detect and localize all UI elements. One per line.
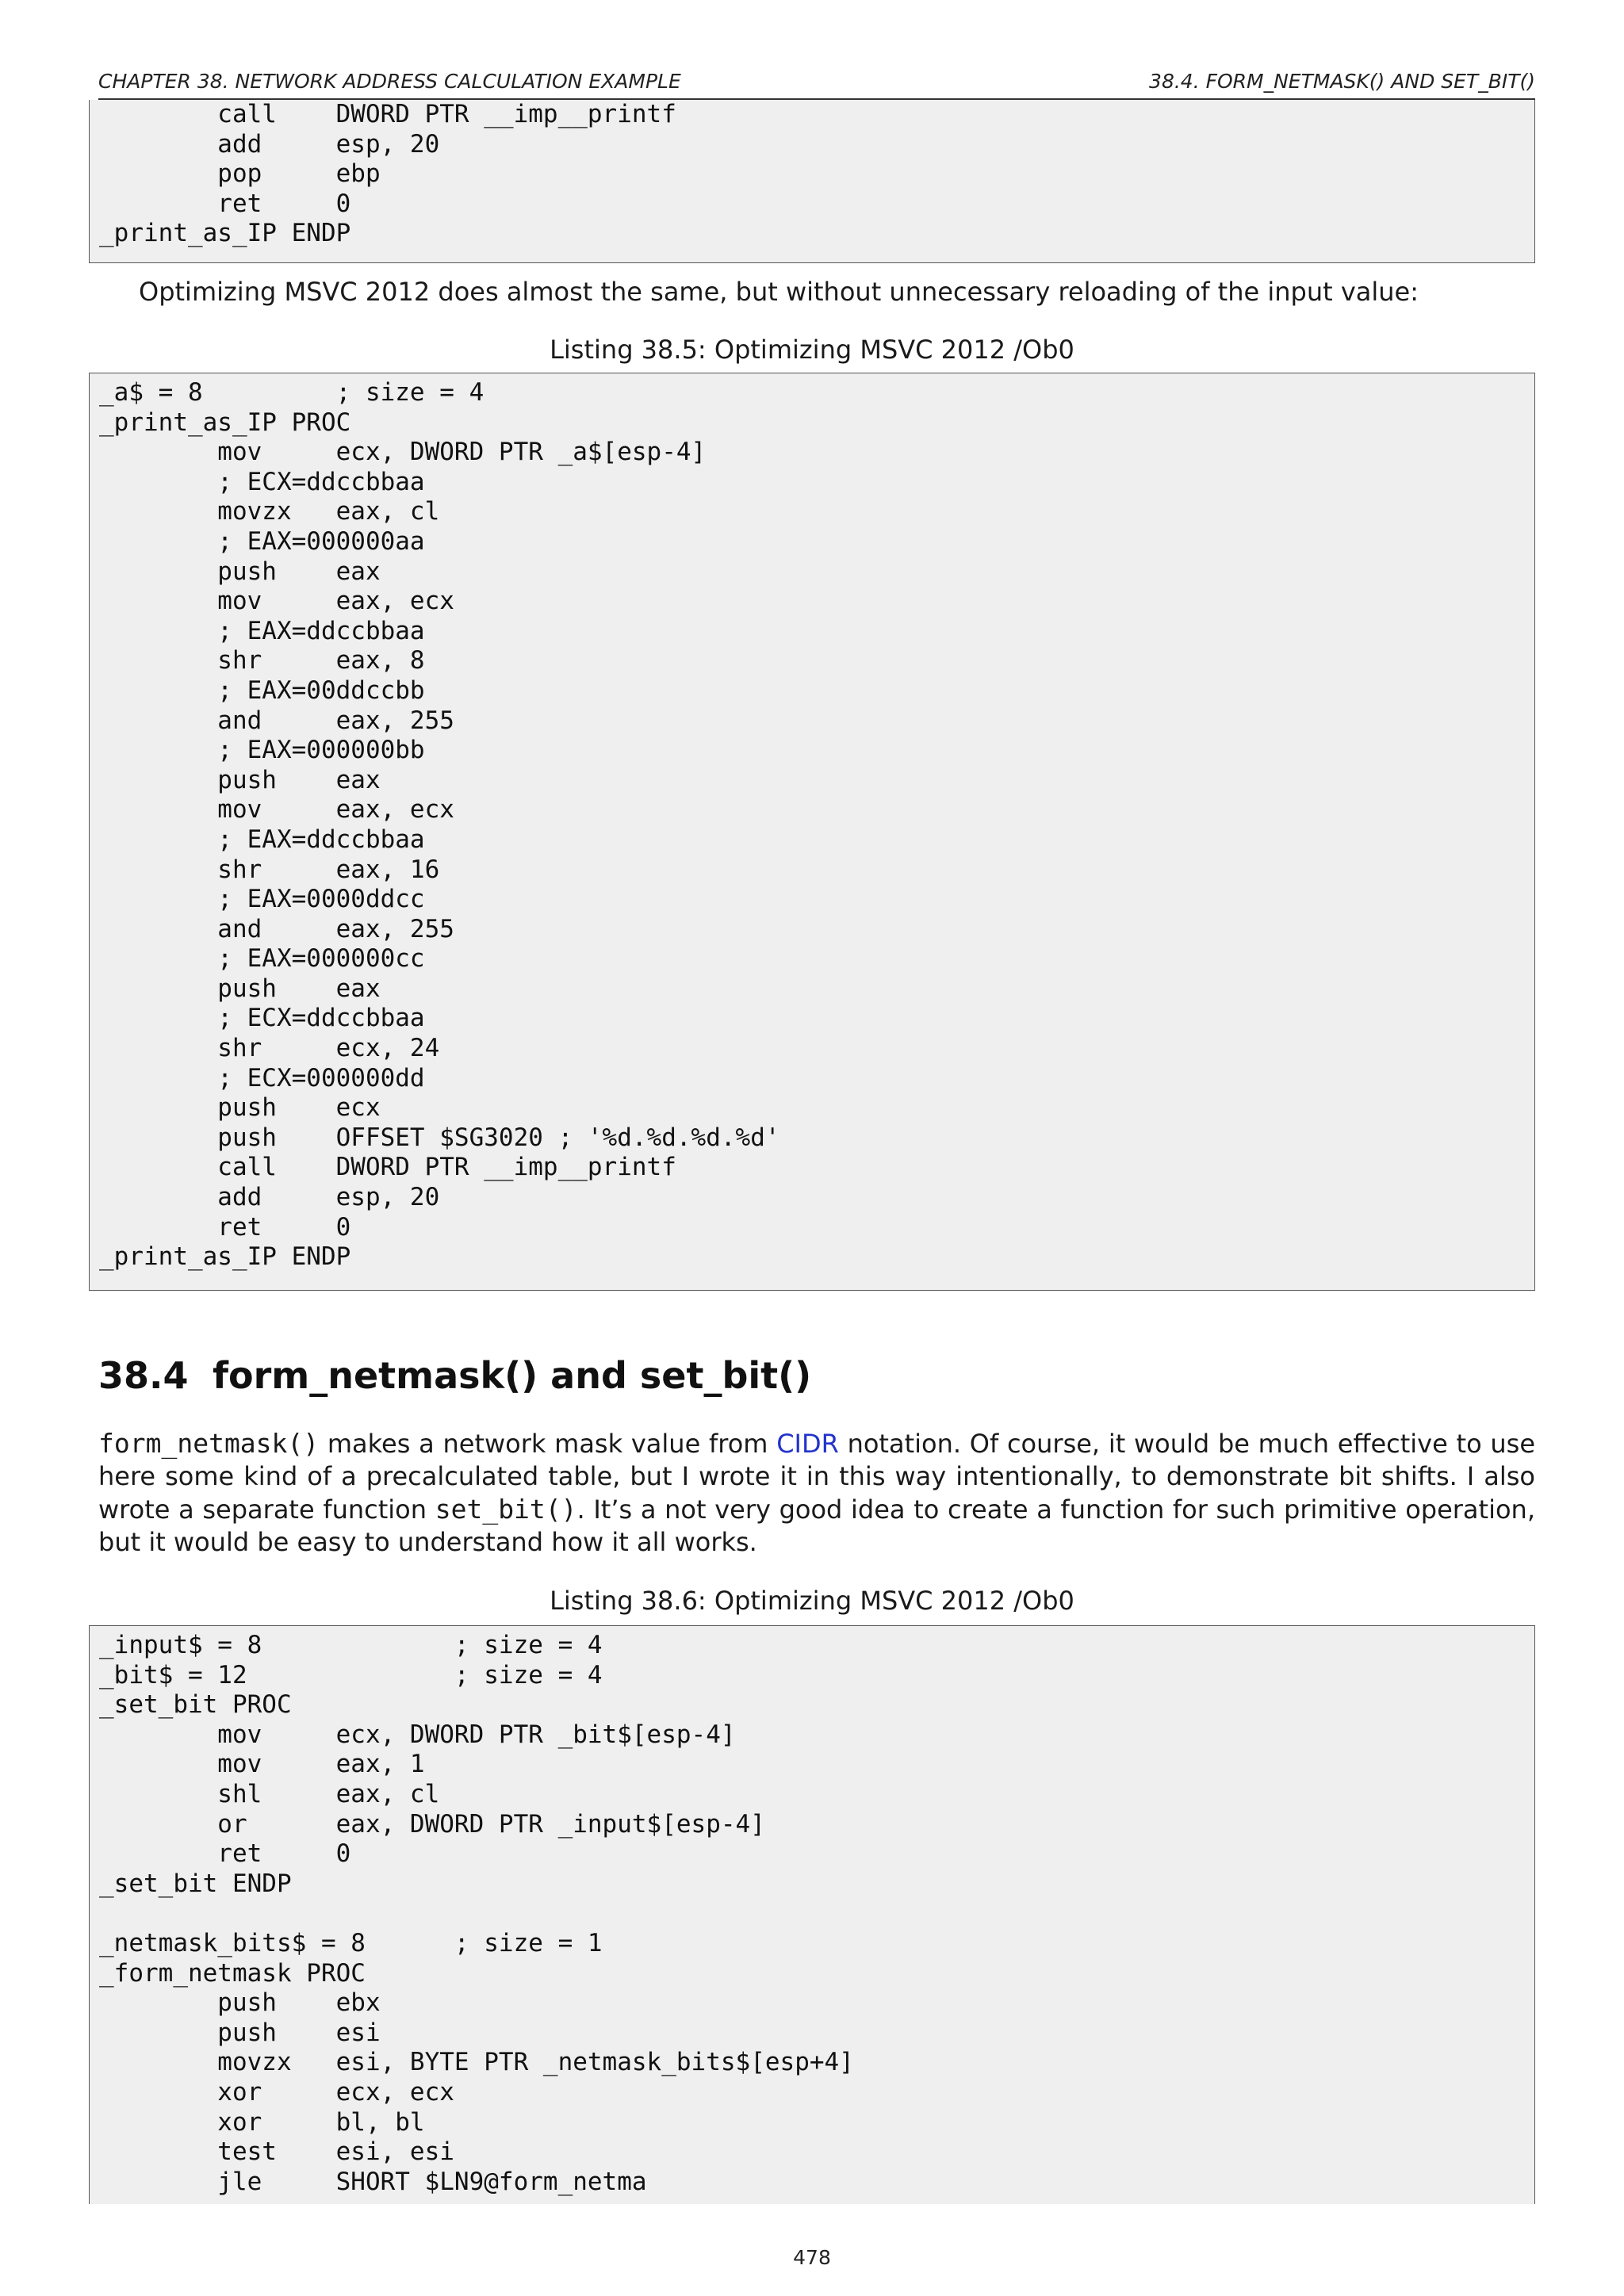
page-number: 478 — [793, 2246, 831, 2269]
paragraph-text: makes a network mask value from — [319, 1429, 777, 1459]
inline-code-set-bit: set_bit() — [435, 1494, 577, 1525]
code-listing-continued: call DWORD PTR __imp__printf add esp, 20 pop ebp ret 0 _print_as_IP ENDP — [89, 100, 1535, 263]
paragraph-text: . It’s a not very good idea to create a function for such primitive operation, but it would be easy to understand how it all works. — [98, 1494, 1536, 1557]
header-chapter-title: CHAPTER 38. NETWORK ADDRESS CALCULATION EXAMPLE — [98, 70, 681, 93]
page-header — [98, 68, 1535, 100]
header-section-title: 38.4. FORM_NETMASK() AND SET_BIT() — [1149, 70, 1535, 93]
paragraph-text: notation. Of course, it would be much effective to use here some kind of a precalculated table, but I wrote it in this way intentionally, to demonstrate bit shifts. I also wrote a separate function — [98, 1429, 1536, 1525]
section-title: form_netmask() and set_bit() — [213, 1354, 812, 1397]
paragraph-msvc-note: Optimizing MSVC 2012 does almost the same, but without unnecessary reloading of the input value: — [139, 277, 1419, 307]
cidr-link[interactable]: CIDR — [776, 1429, 839, 1459]
listing-caption-38-6: Listing 38.6: Optimizing MSVC 2012 /Ob0 — [550, 1586, 1074, 1616]
section-number: 38.4 — [98, 1354, 189, 1397]
inline-code-form-netmask: form_netmask() — [98, 1428, 320, 1459]
code-listing-38-5: _a$ = 8 ; size = 4 _print_as_IP PROC mov ecx, DWORD PTR _a$[esp-4] ; ECX=ddccbbaa movzx eax, cl ; EAX=000000aa push eax mov eax, ecx ; EAX=ddccbbaa shr eax, 8 ; EAX=00ddccbb and eax, 255 ; EAX=000000bb push eax mov eax, ecx ; EAX=ddccbbaa shr eax, 16 ; EAX=0000ddcc and eax, 255 ; EAX=000000cc push eax ; ECX=ddccbbaa shr ecx, 24 ; ECX=000000dd push ecx push OFFSET $SG3020 ; '%d.%d.%d.%d' call DWORD PTR __imp__printf add esp, 20 ret 0 _print_as_IP ENDP — [89, 373, 1535, 1291]
section-heading — [98, 1354, 811, 1397]
code-listing-38-6: _input$ = 8 ; size = 4 _bit$ = 12 ; size = 4 _set_bit PROC mov ecx, DWORD PTR _bit$[esp-4] mov eax, 1 shl eax, cl or eax, DWORD PTR _input$[esp-4] ret 0 _set_bit ENDP _netmask_bits$ = 8 ; size = 1 _form_netmask PROC push ebx push esi movzx esi, BYTE PTR _netmask_bits$[esp+4] xor ecx, ecx xor bl, bl test esi, esi jle SHORT $LN9@form_netma — [89, 1625, 1535, 2204]
paragraph-form-netmask — [98, 1427, 1535, 1559]
listing-caption-38-5: Listing 38.5: Optimizing MSVC 2012 /Ob0 — [550, 335, 1074, 365]
